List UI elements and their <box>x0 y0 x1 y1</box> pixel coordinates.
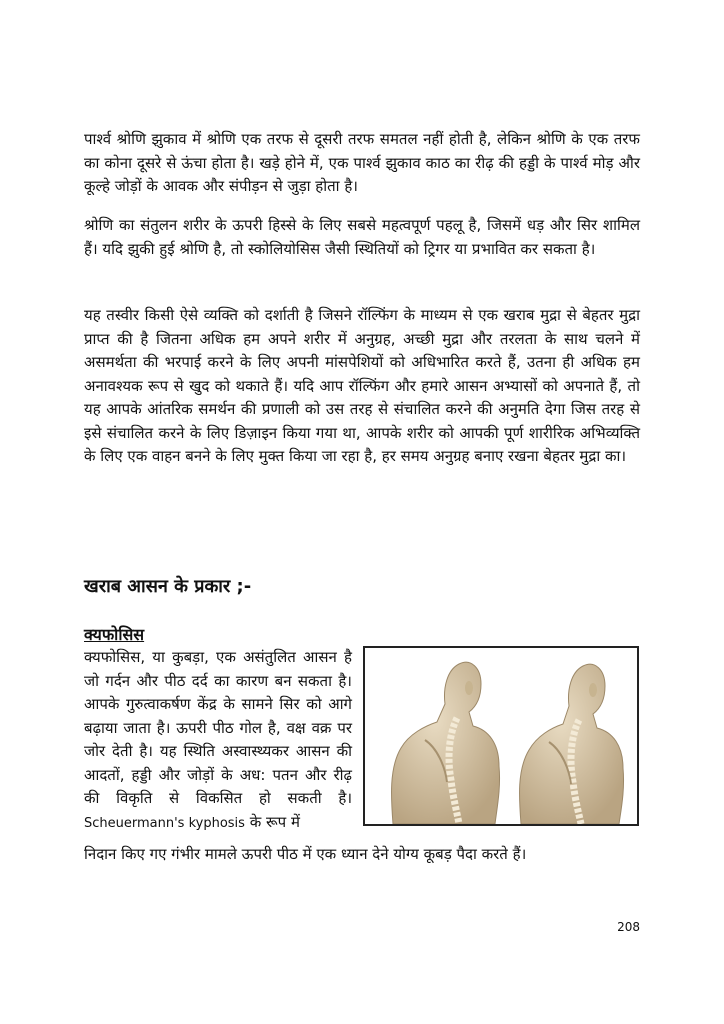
kyphosis-last-line: निदान किए गए गंभीर मामले ऊपरी पीठ में एक ध्यान देने योग्य कूबड़ पैदा करते हैं। <box>84 845 527 863</box>
paragraph-rolfing: यह तस्वीर किसी ऐसे व्यक्ति को दर्शाती है जिसने रॉल्फिंग के माध्यम से एक खराब मुद्रा से बेहतर मुद्रा प्राप्त की है जितना अधिक हम अपने शरीर में अनुग्रह, अच्छी मुद्रा और तरलता के साथ चलने में असमर्थता की भरपाई करने के लिए अपनी मांसपेशियों को अधिभारित करते हैं, उतना ही अधिक हम अनावश्यक रूप से खुद को थकाते हैं। यदि आप रॉल्फिंग और हमारे आसन अभ्यासों को अपनाते हैं, तो यह आपके आंतरिक समर्थन की प्रणाली को उस तरह से संचालित करने की अनुमति देगा जिस तरह से इसे संचालित करने के लिए डिज़ाइन किया गया था, आपके शरीर को आपकी पूर्ण शारीरिक अभिव्यक्ति के लिए एक वाहन बनने के लिए मुक्त किया जा रहा है, हर समय अनुग्रह बनाए रखना बेहतर मुद्रा का। <box>84 306 640 465</box>
kyphosis-after-term: के रूप में <box>244 812 300 831</box>
kyphosis-latin-term: Scheuermann's kyphosis <box>84 815 245 831</box>
kyphosis-heading: क्यफोसिस <box>84 625 145 644</box>
section-heading: खराब आसन के प्रकार ;- <box>84 576 252 597</box>
page-number: 208 <box>617 920 640 934</box>
torso-figure-left <box>391 662 499 824</box>
kyphosis-body: क्यफोसिस, या कुबड़ा, एक असंतुलित आसन है जो गर्दन और पीठ दर्द का कारण बन सकता है। आपके गुरुत्वाकर्षण केंद्र के सामने सिर को आगे बढ़ाया जाता है। ऊपरी पीठ गोल है, वक्ष वक्र पर जोर देती है। यह स्थिति अस्वास्थ्यकर आसन की आदतों, हड्डी और जोड़ों के अध: पतन और रीढ़ की विकृति से विकसित हो सकती है। <box>84 648 352 807</box>
kyphosis-paragraph <box>84 646 352 835</box>
paragraph-lateral-pelvic-tilt: पार्श्व श्रोणि झुकाव में श्रोणि एक तरफ से दूसरी तरफ समतल नहीं होती है, लेकिन श्रोणि के एक तरफ का कोना दूसरे से ऊंचा होता है। खड़े होने में, एक पार्श्व झुकाव काठ का रीढ़ की हड्डी के पार्श्व मोड़ और कूल्हे जोड़ों के आवक और संपीड़न से जुड़ा होता है। <box>84 130 640 195</box>
spine-figures <box>365 648 637 824</box>
paragraph-pelvic-balance: श्रोणि का संतुलन शरीर के ऊपरी हिस्से के लिए सबसे महत्वपूर्ण पहलू है, जिसमें धड़ और सिर शामिल हैं। यदि झुकी हुई श्रोणि है, तो स्कोलियोसिस जैसी स्थितियों को ट्रिगर या प्रभावित कर सकता है। <box>84 216 640 258</box>
torso-figure-right <box>519 664 623 824</box>
kyphosis-illustration <box>363 646 639 826</box>
